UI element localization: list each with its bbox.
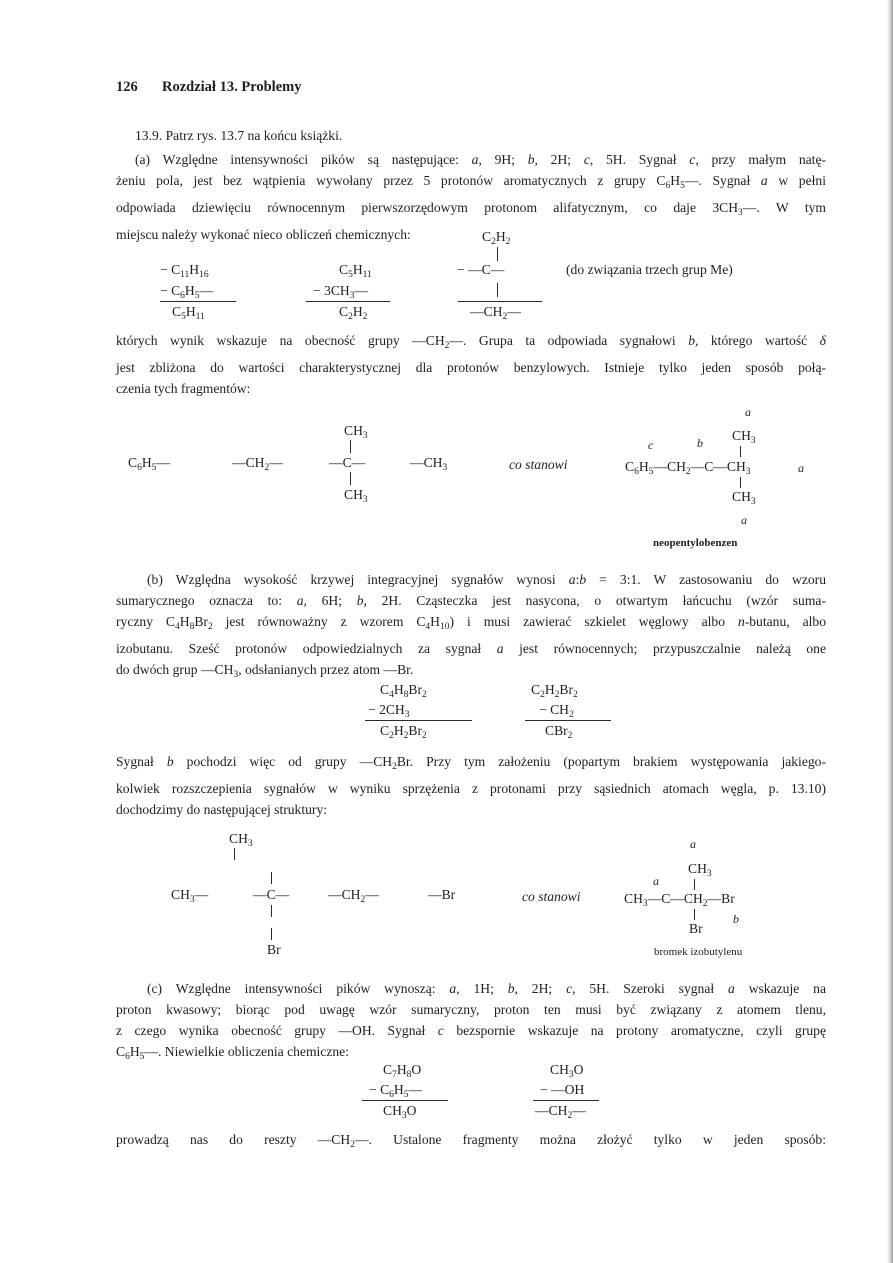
frag-b-c: —C— [253, 887, 290, 902]
problem-number: 13.9. [135, 128, 163, 143]
product-a-label-c: c [648, 438, 654, 452]
calc-a2-line [306, 301, 390, 302]
part-a-after-paragraph [116, 330, 826, 399]
frag-b-top-bond [234, 848, 235, 860]
calc-c1-line [362, 1100, 448, 1101]
frag-a-bond-down [350, 472, 351, 485]
frag-b-c-bond-up [271, 872, 272, 884]
product-b-label-a-top: a [690, 837, 696, 851]
part-a-line: (a) Względne intensywności pików są następujące: a, 9H; b, 2H; c, 5H. Sygnał c, przy małym natę- [135, 152, 827, 167]
frag-b-br: Br [267, 942, 281, 957]
frag-a-ch3: $—CH_3$ [410, 455, 448, 473]
part-b-line: ryczny $C_4H_8Br_2$ jest równoważny z wzorem $C_4H_{10}$) i musi zawierać szkielet węglowy albo n-butanu, albo [116, 614, 827, 632]
product-b-top: $CH_3$ [688, 861, 712, 879]
frag-a-c-top: $CH_3$ [344, 423, 368, 441]
calc-b1-row2: − $2CH_3$ [368, 702, 410, 720]
calc-a3-top: $C_2H_2$ [482, 229, 511, 247]
calc-c1-result: $CH_3O$ [383, 1103, 417, 1121]
part-a-after-line: jest zbliżona do wartości charakterystycznej dla protonów benzylowych. Istnieje tylko jeden sposób połą- [116, 360, 826, 375]
product-b-name: bromek izobutylenu [654, 946, 743, 958]
product-a-label-a-bottom: a [741, 513, 747, 527]
co-stanowi-a: co stanowi [509, 457, 568, 472]
frag-a-bond-up [350, 440, 351, 453]
calc-a3-bond-up [497, 247, 498, 261]
page-number: 126 [116, 79, 138, 95]
product-a-label-b: b [697, 436, 703, 450]
part-b-after-line: kolwiek rozszczepienia sygnałów w wyniku sprzężenia z protonami przy sąsiednich atomach węgla, p. 13.10) [116, 781, 826, 796]
frag-b-ch2: $—CH_2—$ [328, 887, 379, 905]
product-a-bond-up [740, 446, 741, 457]
part-c-line: (c) Względne intensywności pików wynoszą: a, 1H; b, 2H; c, 5H. Szeroki sygnał a wskazuje na [147, 981, 826, 996]
part-b-line: do dwóch grup $—CH_3$, odsłanianych przez atom —Br. [116, 662, 414, 680]
product-a-bottom: $CH_3$ [732, 489, 756, 507]
calc-b2-row2: − $CH_2$ [539, 702, 574, 720]
frag-a-c-bottom: $CH_3$ [344, 487, 368, 505]
product-b-chain: $CH_3—C—CH_2—Br$ [624, 891, 735, 909]
part-b-after-paragraph [116, 751, 826, 820]
frag-a-phenyl: $C_6H_5—$ [128, 455, 170, 473]
part-a-after-line: czenia tych fragmentów: [116, 381, 251, 396]
part-b-after-line: dochodzimy do następującej struktury: [116, 802, 328, 817]
calc-a2-result: $C_2H_2$ [339, 304, 368, 322]
calc-a3-bond-down [497, 283, 498, 297]
frag-b-ch3: $CH_3—$ [171, 887, 209, 905]
calc-b1-result: $C_2H_2Br_2$ [380, 723, 427, 741]
problem-ref: Patrz rys. 13.7 na końcu książki. [165, 128, 343, 143]
calc-b1-line [365, 720, 472, 721]
problem-heading [135, 128, 342, 144]
calc-c2-line [533, 1100, 599, 1101]
part-a-paragraph [116, 149, 826, 245]
part-a-line: miejscu należy wykonać nieco obliczeń chemicznych: [116, 227, 411, 242]
product-b-bond-down [694, 909, 695, 920]
calc-c2-row2: − —OH [540, 1082, 585, 1097]
frag-b-br-bond [271, 928, 272, 940]
co-stanowi-b: co stanowi [522, 889, 581, 904]
calc-a1-line [160, 301, 236, 302]
product-b-bottom: Br [689, 921, 703, 936]
part-a-line: żeniu pola, jest bez wątpienia wywołany przez 5 protonów aromatycznych z grupy $C_6H_5—$. Sygnał a w pełni [116, 173, 826, 191]
frag-a-ch2: $—CH_2—$ [232, 455, 283, 473]
part-b-paragraph [116, 569, 826, 686]
product-b-label-a-left: a [653, 874, 659, 888]
calc-a2-row2: − $3CH_3—$ [313, 283, 369, 301]
part-c-after-line: prowadzą nas do reszty $—CH_2—$. Ustalone fragmenty można złożyć tylko w jeden sposób: [116, 1132, 826, 1150]
page-edge-shadow [887, 0, 893, 1263]
frag-b-c-bond-down [271, 905, 272, 917]
calc-c2-row1: $CH_3O$ [550, 1062, 584, 1080]
part-b-line: izobutanu. Sześć protonów odpowiedzialnych za sygnał a jest równocennych; przypuszczalnie należą one [116, 641, 827, 656]
calc-a3-result: $—CH_2—$ [470, 304, 521, 322]
chapter-title: Rozdział 13. Problemy [162, 79, 302, 95]
product-a-bond-down [740, 477, 741, 488]
product-a-name: neopentylobenzen [653, 537, 738, 549]
part-b-line: (b) Względna wysokość krzywej integracyjnej sygnałów wynosi a:b = 3:1. W zastosowaniu do wzoru [147, 572, 826, 587]
calc-c1-row2: − $C_6H_5—$ [369, 1082, 423, 1100]
part-b-line: sumarycznego oznacza to: a, 6H; b, 2H. Cząsteczka jest nasycona, o otwartym łańcuchu (wzór suma- [116, 593, 826, 608]
part-c-paragraph [116, 978, 826, 1068]
part-c-line: z czego wynika obecność grupy —OH. Sygnał c bezspornie wskazuje na protony aromatyczne, czyli grupę [116, 1023, 826, 1038]
calc-c2-result: $—CH_2—$ [535, 1103, 586, 1121]
calc-a2-row1: $C_5H_{11}$ [339, 262, 372, 280]
product-a-chain: $C_6H_5—CH_2—C—CH_3$ [625, 459, 751, 477]
calc-b2-line [525, 720, 611, 721]
product-b-bond-up [694, 879, 695, 890]
calc-a1-result: $C_5H_{11}$ [172, 304, 205, 322]
calc-a1-row1: − $C_{11}H_{16}$ [160, 262, 209, 280]
product-a-top: $CH_3$ [732, 428, 756, 446]
part-b-after-line: Sygnał b pochodzi więc od grupy $—CH_2Br$. Przy tym założeniu (popartym brakiem występowania jakiego- [116, 754, 826, 772]
product-b-label-b: b [733, 912, 739, 926]
part-a-line: odpowiada dziewięciu równocennym pierwszorzędowym protonom alifatycznym, co daje $3CH_3—$. W tym [116, 200, 826, 218]
product-a-label-a-right: a [798, 461, 804, 475]
product-a-label-a-top: a [745, 405, 751, 419]
calc-a3-line [458, 301, 542, 302]
part-c-line: $C_6H_5—$. Niewielkie obliczenia chemiczne: [116, 1044, 349, 1062]
frag-b-brgroup: —Br [428, 887, 456, 902]
calc-a3-mid: − —C— [457, 262, 505, 277]
calc-b2-row1: $C_2H_2Br_2$ [531, 682, 578, 700]
part-c-line: proton kwasowy; biorąc pod uwagę wzór sumaryczny, proton ten musi być związany z atomem tlenu, [116, 1002, 826, 1017]
calc-b2-result: CBr$_2$ [545, 723, 573, 741]
part-c-after-paragraph [116, 1129, 826, 1156]
frag-b-top-ch3: $CH_3$ [229, 831, 253, 849]
calc-c1-row1: $C_7H_8O$ [383, 1062, 422, 1080]
calc-a3-note: (do związania trzech grup Me) [566, 262, 733, 277]
calc-a1-row2: − $C_6H_5—$ [160, 283, 214, 301]
frag-a-c: —C— [329, 455, 366, 470]
part-a-after-line: których wynik wskazuje na obecność grupy $—CH_2—$. Grupa ta odpowiada sygnałowi b, którego wartość δ [116, 333, 826, 351]
calc-b1-row1: $C_4H_8Br_2$ [380, 682, 427, 700]
